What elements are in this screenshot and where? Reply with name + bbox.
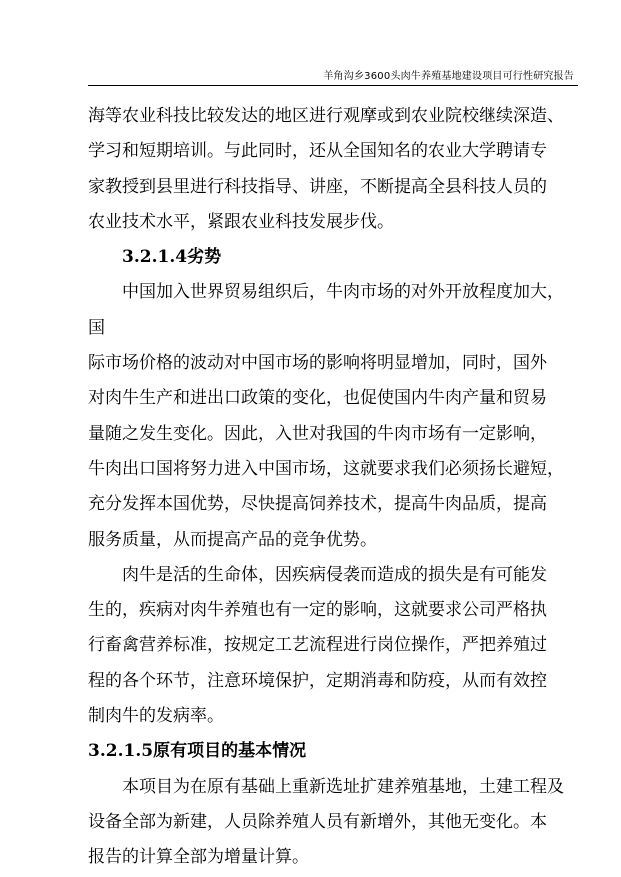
body-line: 生的，疾病对肉牛养殖也有一定的影响，这就要求公司严格执 [88,600,547,621]
body-line: 对肉牛生产和进出口政策的变化，也促使国内牛肉产量和贸易 [88,388,547,409]
body-line: 本项目为在原有基础上重新选址扩建养殖基地，土建工程及 [122,776,564,797]
body-line: 国 [88,317,105,338]
body-line: 肉牛是活的生命体，因疾病侵袭而造成的损失是有可能发 [122,564,547,585]
body-line: 程的各个环节，注意环境保护，定期消毒和防疫，从而有效控 [88,670,547,691]
body-line: 学习和短期培训。与此同时，还从全国知名的农业大学聘请专 [88,141,547,162]
body-line: 中国加入世界贸易组织后，牛肉市场的对外开放程度加大， [122,282,564,303]
body-line: 充分发挥本国优势，尽快提高饲养技术，提高牛肉品质，提高 [88,494,547,515]
body-line: 际市场价格的波动对中国市场的影响将明显增加，同时，国外 [88,353,547,374]
body-line: 海等农业科技比较发达的地区进行观摩或到农业院校继续深造、 [88,106,564,126]
body-line: 家教授到县里进行科技指导、讲座，不断提高全县科技人员的 [88,176,547,197]
header-rule [88,85,578,86]
body-line: 行畜禽营养标准，按规定工艺流程进行岗位操作，严把养殖过 [88,635,547,656]
section-heading: 3.2.1.4劣势 [122,247,222,268]
running-header: 羊角沟乡3600头肉牛养殖基地建设项目可行性研究报告 [323,71,574,82]
document-body [88,99,564,876]
body-line: 服务质量，从而提高产品的竞争优势。 [88,529,377,550]
body-line: 牛肉出口国将努力进入中国市场，这就要求我们必须扬长避短， [88,458,564,479]
body-line: 报告的计算全部为增量计算。 [88,847,309,868]
body-line: 量随之发生变化。因此，入世对我国的牛肉市场有一定影响， [88,423,547,444]
body-line: 制肉牛的发病率。 [88,706,224,727]
body-line: 设备全部为新建，人员除养殖人员有新增外，其他无变化。本 [88,811,547,832]
section-heading: 3.2.1.5原有项目的基本情况 [88,741,307,762]
body-line: 农业技术水平，紧跟农业科技发展步伐。 [88,211,394,232]
